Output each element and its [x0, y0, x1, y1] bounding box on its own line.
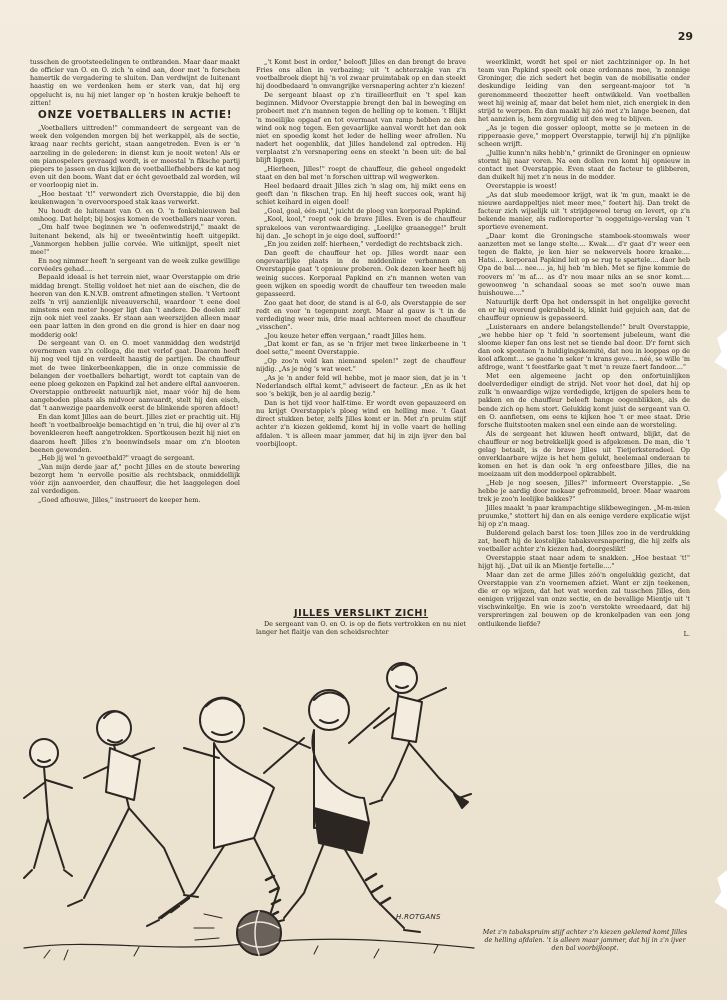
- paragraph: „As dat slub meedemoor krijgt, wat ik 'm gun, maakt ie de nieuwe aardappeltjes niet meer mee," foetert hij. Dan trekt de facteur zich wijselijk uit 't strijdgewoel terug en levert, op z'n bekende manier, als radioreporter 'n ooggetuige-verslag van 't sportieve evenement.: [478, 190, 690, 232]
- paragraph: Dan is het tijd voor half-time. Er wordt even gepauzeerd en nu krijgt Overstappie's ploeg wind en helling mee. 't Gaat direct stukken beter, zelfs Jilles komt er in. Met z'n pruim stijf achter z'n kiezen geklemd, komt hij in volle vaart de helling afdalen. 't is alleen maar jammer, dat hij in zijn ijver den bal voorbijloopt.: [256, 398, 466, 448]
- paragraph: „Jou keuze heter effen vergaan," raadt Jilles hem.: [264, 331, 426, 340]
- text-column-3: [478, 58, 690, 888]
- paragraph: Bulderend gelach barst los: toen Jilles zoo in de verdrukking zat, heeft hij de kostelijke tabaksversnapering, die hij zelfs als voetballer achter z'n kiezen had, doorgeslikt!: [478, 528, 690, 554]
- column-body: [478, 58, 690, 628]
- page-tear: [713, 870, 727, 910]
- paragraph: „Dat komt er fan, as se 'n frijer met twee linkerbeene in 't doel sette," meent Overstappie.: [256, 340, 466, 357]
- paragraph: Natuurlijk derft Opa het ondersspit in het ongelijke gevecht en er hij overend gekrabbeld is, klinkt luid gejuich aan, dat de chauffeur opnieuw is gepasseerd.: [478, 297, 690, 322]
- paragraph: En dan komt Jilles aan de beurt. Jilles ziet er prachtig uit. Hij heeft 'n voetbalbroekje bemachtigd en 'n trui, die hij over al z'n bovenkleeren heeft aangetrokken. Sportkousen bezit hij niet en daarom heeft Jilles z'n beenwindsels maar om z'n blooten beenen gewonden.: [30, 413, 240, 454]
- paragraph: De sergeant van O. en O. is op de fiets vertrokken en nu niet langer het flaitje van den scheidsrechter: [256, 620, 466, 637]
- paragraph: tusschen de grootsteedelingen te ontbranden. Maar daar maakt de officier van O. en O. zich 'n eind aan, door met 'n forschen hamertik de vergadering te sluiten. Dan verdwijnt de luitenant haastig en we verdenken hem er sterk van, dat hij erg opgelucht is, nu hij niet langer op 'n hosten krukje behoeft te zitten!: [30, 58, 240, 107]
- page-tear: [713, 470, 727, 520]
- paragraph: „Goed afhouwe, Jilles," instrueert de keeper hem.: [38, 496, 201, 505]
- illustrator-signature: H.ROTGANS: [396, 913, 441, 921]
- paragraph: „Op zoo'n veld kan niemand spelen!" zegt de chauffeur nijdig. „As je nòg 's wat weet.": [256, 357, 466, 374]
- paragraph: Dan geeft de chauffeur het op. Jilles wordt naar een ongevaarlijke plaats in de middenlinie verbannen en Overstappie gaat 't opnieuw proberen. Ook dezen keer heeft hij weinig succes. Korporaal Papkind en z'n mannen weten van geen wijken en spoedig wordt de chauffeur ten tweeden male gepasseerd.: [256, 249, 466, 298]
- paragraph: „Voetballers uittreden!" commandeert de sergeant van de week den volgenden morgen bij het werkappèl, als de sectie, kraag naar rechts gericht, staan aangetreden. Even is er 'n aarzeling in de gelederen: in dienst kun je nooit weten! Als er om pianospelers gevraagd wordt, is er meestal 'n fiksche partij piepers te jassen en dus kijken de voetballiefhebbers de kat nog even uit den boom. Want dat er écht gevoetbald zal worden, wil er voorloopig niet in.: [30, 124, 240, 190]
- text-column-1: [30, 58, 240, 670]
- paragraph: „Luisteraars en andere belangstellende!" brult Overstappie, „we hebbe hier op 't feld 'n soortement jubeleum, want die sloome kieper fan ons lest net se tiende bal door. D'r fornt sich dan ook spontaon 'n huldigingskemité, dat nou in looppas op de kool afkomt.... se gaone 'n seker 'n krans geve.... néé, se wille 'm afdroge, want 't feestfarke gaat 't met 'n reuze faert fandoor....": [478, 322, 690, 372]
- paragraph: „Van mijn derde jaar af," pocht Jilles en de stoute bewering bezorgt hem 'n eervolle positie als rechtsback, onmiddellijk vóór zijn aanvoerder, den chauffeur, die het laaggelegen doel zal verdedigen.: [30, 463, 240, 496]
- column-body: [30, 124, 240, 504]
- paragraph: Overstappie staat naar adem te snakken. „Hoe bestaat 't!" hijgt hij. „Dat uil ik an Mientje fertelle....": [478, 553, 690, 571]
- paragraph: En nog nimmer heeft 'n sergeant van de week zulke gewillige corvéeërs gehad....: [30, 256, 240, 273]
- paragraph: Nu houdt de luitenant van O. en O. 'n fonkelnieuwen bal omhoog. Dat helpt; bij bosjes komen de voetballers naar voren.: [30, 206, 240, 223]
- page-tear: [713, 330, 727, 370]
- paragraph: weerklinkt, wordt het spel er niet zachtzinniger op. In het team van Papkind speelt ook onze ordonnans mee, 'n zonnige Groninger, die zich sedert het begin van de mobilisatie onder deskundige leiding van den sergeant-majoor tot 'n gerenommeerd theezetter heeft ontwikkeld. Van voetballen weet hij weinig af, maar dat belet hem niet, zich energiek in den strijd te werpen. En dan maakt hij zóó met z'n lange beenen, dat het aanzien is, hem zorgvuldig uit den weg te blijven.: [478, 58, 690, 124]
- paragraph: „Hierheen, Jilles!" roept de chauffeur, die geheel ongedekt staat en den bal met 'n forschen uittrap wil wegwerken.: [256, 165, 466, 182]
- paragraph: „As je 'n ander feld wil hebbe, mot je maor sien, dat je in 't Nederlandsch elftal komt," adviseert de facteur. „En as ik het soo 's bekijk, ben je al aardig bezig.": [256, 373, 466, 399]
- paragraph: „Kool, kool," roept ook de brave Jilles. Even is de chauffeur sprakeloos van verontwaardiging. „Leelijke graanegge!" brult hij dan. „Je schopt in je eige doel, suffoord!": [256, 215, 466, 240]
- paragraph: De sergeant van O. en O. moet vanmiddag den wedstrijd overnemen van z'n collega, die met verlof gaat. Daarom heeft hij nog veel tijd en verdeelt haastig de partijen. De chauffeur met de twee linkerbeenkappen, die in onze commissie de belangen der voetballers behartigt, wordt tot captain van de eene ploeg gekozen en Papkind zal het andere elftal aanvoeren. Overstappie ontbreekt natuurlijk niet, maar vóór hij de hem aangeboden plaats als midvoor aanvaardt, stelt hij den eisch, dat 't aanwezige paardenvolk eerst de blinkende sporen afdoet!: [30, 339, 240, 413]
- paragraph: De sergeant blaast op z'n tirailleerfluit en 't spel kan beginnen. Midvoor Overstappie brengt den bal in beweging en probeert met z'n mannen tegen de helling op te komen. 't Blijkt 'n moeilijke opgaaf en tot overmaat van ramp hebben ze den wind ook nog tegen. Een gevaarlijke aanval wordt het dan ook niet en spoedig komt het leder de helling weer afrollen. Nu nadert het oogenblik, dat Jilles handelend zal optreden. Hij verplaatst z'n versnapering eens en steekt 'n been uit: de bal blijft liggen.: [256, 91, 466, 165]
- text-column-2: [256, 58, 466, 448]
- paragraph: „Heb jij wel 'n gevoetbald?" vraagt de sergeant.: [38, 454, 195, 463]
- author-initial: L.: [683, 629, 690, 638]
- paragraph: Als de sergeant het kluwen heeft ontward, blijkt, dat de chauffeur er nog betrekkelijk goed is afgekomen. De man, die 't gelag betaalt, is de brave Jilles uit Tietjerksteradeel. Op onverklaarbare wijze is het hem gelukt, heelemaal onderaan te komen en het is dan ook 'n erg onfeestbare Jilles, die na moeizaam uit den modderpoel opkrabbelt.: [478, 429, 690, 479]
- paragraph: „En jou zeiden zelf: hierheen," verdedigt de rechtsback zich.: [264, 240, 463, 249]
- paragraph: „Hoe bestaat 't!" verwondert zich Overstappie, die bij den keukenwagen 'n overvoorspoed stak kaas verwerkt.: [30, 189, 240, 206]
- paragraph: Maar dan zet de arme Jilles zóó'n ongelukkig gezicht, dat Overstappie van z'n voornemen afziet. Want er zijn teekenen, die er op wijzen, dat het wat worden zal tusschen Jilles, den eenigen vrijgezel van onze sectie, en de bevallige Mientje uit 't vischwinkeltje. En wie is zoo'n verstokte wreedaard, dat hij verspreringen zal bouwen op de kronkelpaden van een jong ontluikende liefde?: [478, 570, 690, 628]
- paragraph: Zoo gaat het door, de stand is al 6-0, als Overstappie de ser redt en voor 'n tegenpunt zorgt. Maar al gauw is 't in de verdediging weer mis, drie maal achtereen moet de chauffeur „visschen".: [256, 298, 466, 331]
- paragraph: „Heb je nog soesen, Jilles?" informeert Overstappie. „Se hebbe je aardig door mekaar gefrommeld, broer. Maar waarom trek je zoo'n leelijke bakkes?": [478, 478, 690, 504]
- column-body: [256, 58, 466, 448]
- paragraph: „Om half twee beginnen we 'n oefenwedstrijd," maakt de luitenant bekend, als hij er tweeëntwintig heeft uitgepikt. „Vanmorgen hebben jullie corvée. Wie uitknijpt, speelt niet mee!": [30, 223, 240, 256]
- paragraph: „As je tegen die gosser oploopt, motte se je meteen in de ripperaasie geve," moppert Overstappie, terwijl hij z'n pijnlijke scheen wrijft.: [478, 123, 690, 149]
- football-cartoon-illustration: [14, 648, 482, 978]
- paragraph: „Goal, goal, één-nul," juicht de ploeg van korporaal Papkind.: [264, 206, 462, 215]
- text-column-2-tail: [256, 620, 466, 648]
- paragraph: Met een algemeene jacht op den onfortuinlijken doelverdediger eindigt de strijd. Net voor het doel, dat hij op zulk 'n onwaardige wijze verdedigde, krijgen de spelers hem te pakken en de chauffeur beleeft bange oogenblikken, als de bende zich op hem stort. Gelukkig komt juist de sergeant van O. en O. aanfietsen, om eens te kijken hoe 't er mee staat. Drie forsche fluitstooten maken snel een einde aan de worsteling.: [478, 371, 690, 429]
- paragraph: „'t Komt best in order," belooft Jilles en dan brengt de brave Fries ons allen in verbazing; uit 't achterzakje van z'n voetbalbroek diept hij 'n vol zwaar pruimtabak op en dan steekt hij doodbedaard 'n omvangrijke versnapering achter z'n kiezen!: [256, 58, 466, 91]
- section-headline: ONZE VOETBALLERS IN ACTIE!: [37, 108, 233, 121]
- paragraph: Jilles maakt 'n paar krampachtige slikbewegingen. „M-m-mien pruumke," stottert hij dan en als eenige verdere explicatie wijst hij op z'n maag.: [478, 503, 690, 529]
- paragraph: „Jullie kunn'n niks hebb'n," grinnikt de Groninger en opnieuw stormt hij naar voren. Na een dollen ren komt hij opnieuw in contact met Overstappie. Even staat de facteur te glibberen, dan duikelt hij met z'n neus in de modder.: [478, 148, 690, 182]
- paragraph: Bepaald ideaal is het terrein niet, waar Overstappie om drie middag brengt. Stellig voldoet het niet aan de eischen, die de heeren van den K.N.V.B. omtrent afmetingen stellen. 't Vertoont zelfs 'n vrij aanzienlijk niveauverschil, waardoor 't eene doel minstens een meter hooger ligt dan 't andere. De doelen zelf zijn ook niet veel zaaks. Er staan aan weerszijden alleen maar een paar latten in den grond en die grond is hier en daar nog modderig ook!: [30, 273, 240, 339]
- illustration-caption: Met z'n tabakspruim stijf achter z'n kiezen geklemd komt Jilles de helling afdalen. 't is alleen maar jammer, dat hij in z'n ijver den bal voorbijloopt.: [482, 928, 688, 952]
- paragraph: Overstappie is woest!: [486, 181, 557, 190]
- paragraph: „Daar komt die Groningsche stamboek-stoomwals weer aanzetten met se lange stelte.... Kwak.... d'r gaat d'r weer een tegen de flakte, je ken hier se nekwervels hoore kraake.... Hatsi.... korporaal Papkind leit op se rug te spartele.... daor heb Opa de bal.... nee.... ja, hij heb 'm bleh. Met se fijne kommie de roovers m' 'm af.... as d'r nou maar niks an se snor komt.... gewoonweg 'n schandaal sooas se met soo'n ouwe man huishouwe....": [478, 231, 690, 297]
- paragraph: Heel bedaard draait Jilles zich 'n slag om, hij mikt eens en geeft dan 'n fikschen trap. En hij heeft succes ook, want hij schiet keihard in eigen doel!: [256, 181, 466, 207]
- section-headline: JILLES VERSLIKT ZICH!: [293, 608, 429, 619]
- page-number: 29: [677, 30, 693, 43]
